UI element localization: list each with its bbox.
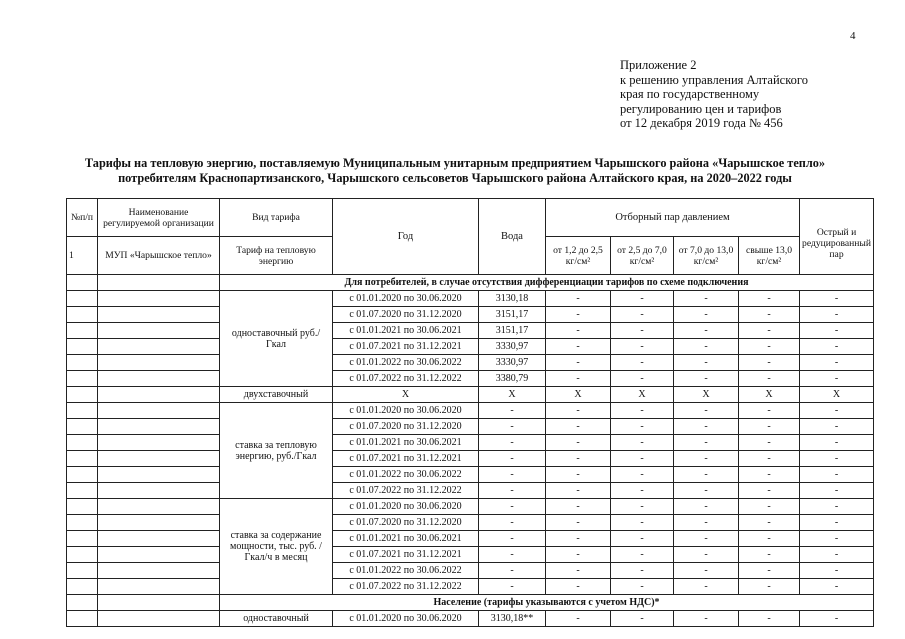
value-cell: - xyxy=(674,451,739,467)
table-row xyxy=(67,387,874,403)
value-cell: - xyxy=(739,579,800,595)
value-cell: - xyxy=(546,291,611,307)
tariff-type-label: ставка за тепловую энергию, руб./Гкал xyxy=(220,403,333,499)
value-cell: - xyxy=(611,531,674,547)
value-cell: Х xyxy=(546,387,611,403)
value-cell: - xyxy=(611,291,674,307)
water-value: - xyxy=(479,419,546,435)
value-cell: - xyxy=(546,419,611,435)
value-cell: - xyxy=(800,611,874,627)
value-cell: - xyxy=(739,371,800,387)
value-cell: - xyxy=(674,323,739,339)
period-cell: с 01.07.2020 по 31.12.2020 xyxy=(333,419,479,435)
section-label: Население (тарифы указываются с учетом НДС)* xyxy=(220,595,874,611)
value-cell: - xyxy=(739,435,800,451)
period-cell: с 01.07.2021 по 31.12.2021 xyxy=(333,547,479,563)
empty-cell xyxy=(98,595,220,611)
value-cell: - xyxy=(739,499,800,515)
empty-cell xyxy=(67,307,98,323)
empty-cell xyxy=(67,547,98,563)
water-value: 3130,18 xyxy=(479,291,546,307)
value-cell: - xyxy=(611,307,674,323)
period-cell: с 01.01.2021 по 30.06.2021 xyxy=(333,323,479,339)
period-cell: с 01.07.2020 по 31.12.2020 xyxy=(333,515,479,531)
water-value: - xyxy=(479,435,546,451)
water-value: - xyxy=(479,403,546,419)
header-sharp-steam: Острый и редуцированный пар xyxy=(800,199,874,275)
value-cell: - xyxy=(611,323,674,339)
value-cell: - xyxy=(674,515,739,531)
empty-cell xyxy=(67,275,98,291)
value-cell: - xyxy=(800,515,874,531)
header-steam-range: свыше 13,0 кг/см² xyxy=(739,237,800,275)
period-cell: с 01.07.2022 по 31.12.2022 xyxy=(333,483,479,499)
period-cell: с 01.01.2022 по 30.06.2022 xyxy=(333,563,479,579)
value-cell: - xyxy=(674,355,739,371)
empty-cell xyxy=(67,451,98,467)
value-cell: - xyxy=(739,355,800,371)
value-cell: - xyxy=(739,467,800,483)
header-type: Вид тарифа xyxy=(220,199,333,237)
value-cell: - xyxy=(674,419,739,435)
value-cell: - xyxy=(546,531,611,547)
value-cell: - xyxy=(546,355,611,371)
table-row xyxy=(67,307,874,323)
value-cell: - xyxy=(546,467,611,483)
empty-cell xyxy=(98,531,220,547)
value-cell: - xyxy=(800,563,874,579)
value-cell: - xyxy=(611,451,674,467)
empty-cell xyxy=(98,387,220,403)
annex-line: от 12 декабря 2019 года № 456 xyxy=(620,116,783,130)
value-cell: - xyxy=(611,611,674,627)
period-cell: с 01.07.2022 по 31.12.2022 xyxy=(333,579,479,595)
empty-cell xyxy=(98,563,220,579)
header-org: Наименование регулируемой организации xyxy=(98,199,220,237)
value-cell: - xyxy=(739,547,800,563)
value-cell: - xyxy=(800,451,874,467)
value-cell: - xyxy=(546,403,611,419)
value-cell: - xyxy=(611,339,674,355)
value-cell: - xyxy=(800,339,874,355)
table-row xyxy=(67,515,874,531)
value-cell: - xyxy=(739,563,800,579)
table-row xyxy=(67,435,874,451)
value-cell: - xyxy=(800,483,874,499)
empty-cell xyxy=(67,579,98,595)
value-cell: - xyxy=(546,371,611,387)
empty-cell xyxy=(67,563,98,579)
value-cell: - xyxy=(674,307,739,323)
annex-line: регулированию цен и тарифов xyxy=(620,101,782,116)
empty-cell xyxy=(67,611,98,627)
value-cell: Х xyxy=(674,387,739,403)
empty-cell xyxy=(67,515,98,531)
value-cell: - xyxy=(546,515,611,531)
empty-cell xyxy=(67,355,98,371)
value-cell: - xyxy=(739,515,800,531)
value-cell: - xyxy=(739,339,800,355)
value-cell: - xyxy=(546,451,611,467)
value-cell: - xyxy=(800,531,874,547)
section-label: Для потребителей, в случае отсутствия дифференциации тарифов по схеме подключения xyxy=(220,275,874,291)
water-value: - xyxy=(479,579,546,595)
value-cell: - xyxy=(739,419,800,435)
empty-cell xyxy=(67,435,98,451)
value-cell: - xyxy=(611,547,674,563)
tariff-type-label: одноставочный руб./Гкал xyxy=(220,291,333,387)
period-cell: с 01.01.2020 по 30.06.2020 xyxy=(333,291,479,307)
value-cell: - xyxy=(800,291,874,307)
header-num: №п/п xyxy=(67,199,98,237)
empty-cell xyxy=(98,323,220,339)
value-cell: - xyxy=(611,355,674,371)
header-steam-range: от 1,2 до 2,5 кг/см² xyxy=(546,237,611,275)
period-cell: с 01.07.2022 по 31.12.2022 xyxy=(333,371,479,387)
value-cell: - xyxy=(739,291,800,307)
empty-cell xyxy=(67,499,98,515)
value-cell: - xyxy=(546,611,611,627)
water-value: 3130,18** xyxy=(479,611,546,627)
value-cell: - xyxy=(611,563,674,579)
water-value: - xyxy=(479,451,546,467)
table-row xyxy=(67,499,874,515)
empty-cell xyxy=(67,291,98,307)
table-row xyxy=(67,323,874,339)
value-cell: - xyxy=(674,435,739,451)
period-cell: с 01.01.2021 по 30.06.2021 xyxy=(333,435,479,451)
header-steam-range: от 2,5 до 7,0 кг/см² xyxy=(611,237,674,275)
value-cell: - xyxy=(674,579,739,595)
empty-cell xyxy=(98,307,220,323)
table-row xyxy=(67,451,874,467)
table-row xyxy=(67,531,874,547)
value-cell: - xyxy=(546,579,611,595)
value-cell: - xyxy=(546,483,611,499)
empty-cell xyxy=(67,467,98,483)
value-cell: - xyxy=(739,531,800,547)
value-cell: - xyxy=(611,499,674,515)
header-year: Год xyxy=(333,199,479,275)
empty-cell xyxy=(98,355,220,371)
value-cell: - xyxy=(546,547,611,563)
water-value: 3330,97 xyxy=(479,355,546,371)
value-cell: - xyxy=(800,403,874,419)
table-row xyxy=(67,579,874,595)
first-row-type: Тариф на тепловую энергию xyxy=(220,237,333,275)
value-cell: - xyxy=(611,483,674,499)
table-row xyxy=(67,419,874,435)
empty-cell xyxy=(98,515,220,531)
title-line-1: Тарифы на тепловую энергию, поставляемую Муниципальным унитарным предприятием Чарышского района «Чарышское тепло» xyxy=(84,156,826,170)
table-row xyxy=(67,467,874,483)
empty-cell xyxy=(98,371,220,387)
table-row xyxy=(67,355,874,371)
value-cell: - xyxy=(611,435,674,451)
value-cell: - xyxy=(674,467,739,483)
title-line-2: потребителям Краснопартизанского, Чарышского сельсоветов Чарышского района Алтайского края, на 2020–2022 годы xyxy=(118,170,792,185)
value-cell: - xyxy=(611,419,674,435)
empty-cell xyxy=(98,547,220,563)
value-cell: - xyxy=(611,579,674,595)
header-steam: Отборный пар давлением xyxy=(546,199,800,237)
period-cell: с 01.01.2021 по 30.06.2021 xyxy=(333,531,479,547)
value-cell: - xyxy=(674,291,739,307)
empty-cell xyxy=(67,483,98,499)
value-cell: - xyxy=(739,611,800,627)
water-value: - xyxy=(479,563,546,579)
period-cell: с 01.01.2022 по 30.06.2022 xyxy=(333,467,479,483)
period-cell: с 01.01.2020 по 30.06.2020 xyxy=(333,499,479,515)
value-cell: - xyxy=(611,403,674,419)
header-steam-range: от 7,0 до 13,0 кг/см² xyxy=(674,237,739,275)
value-cell: - xyxy=(674,403,739,419)
value-cell: - xyxy=(674,611,739,627)
table-row xyxy=(67,563,874,579)
value-cell: - xyxy=(674,483,739,499)
water-value: - xyxy=(479,467,546,483)
value-cell: - xyxy=(546,499,611,515)
period-cell: с 01.07.2020 по 31.12.2020 xyxy=(333,307,479,323)
table-row xyxy=(67,547,874,563)
value-cell: - xyxy=(546,563,611,579)
table-row xyxy=(67,611,874,627)
empty-cell xyxy=(98,499,220,515)
water-value: - xyxy=(479,515,546,531)
water-value: - xyxy=(479,483,546,499)
water-value: - xyxy=(479,499,546,515)
empty-cell xyxy=(98,419,220,435)
table-row xyxy=(67,483,874,499)
empty-cell xyxy=(67,323,98,339)
document-title xyxy=(40,156,870,185)
empty-cell xyxy=(98,451,220,467)
value-cell: - xyxy=(674,531,739,547)
empty-cell xyxy=(98,611,220,627)
water-value: 3151,17 xyxy=(479,307,546,323)
value-cell: Х xyxy=(479,387,546,403)
section-row xyxy=(67,275,874,291)
annex-block xyxy=(620,58,808,131)
table-row xyxy=(67,291,874,307)
table-row xyxy=(67,403,874,419)
empty-cell xyxy=(98,275,220,291)
value-cell: - xyxy=(800,419,874,435)
empty-cell xyxy=(98,579,220,595)
value-cell: Х xyxy=(333,387,479,403)
empty-cell xyxy=(67,339,98,355)
first-row-org: МУП «Чарышское тепло» xyxy=(98,237,220,275)
period-cell: с 01.07.2021 по 31.12.2021 xyxy=(333,339,479,355)
empty-cell xyxy=(98,467,220,483)
value-cell: Х xyxy=(800,387,874,403)
empty-cell xyxy=(67,531,98,547)
value-cell: - xyxy=(611,515,674,531)
water-value: - xyxy=(479,531,546,547)
page-number: 4 xyxy=(850,30,856,42)
empty-cell xyxy=(67,595,98,611)
empty-cell xyxy=(98,483,220,499)
value-cell: - xyxy=(674,563,739,579)
tariff-type-label: ставка за содержание мощности, тыс. руб. /Гкал/ч в месяц xyxy=(220,499,333,595)
value-cell: - xyxy=(546,435,611,451)
value-cell: - xyxy=(674,499,739,515)
period-cell: с 01.01.2020 по 30.06.2020 xyxy=(333,611,479,627)
section-row xyxy=(67,595,874,611)
empty-cell xyxy=(98,291,220,307)
empty-cell xyxy=(98,435,220,451)
annex-line: к решению управления Алтайского xyxy=(620,72,808,87)
value-cell: - xyxy=(800,371,874,387)
value-cell: Х xyxy=(611,387,674,403)
value-cell: - xyxy=(739,451,800,467)
value-cell: - xyxy=(739,307,800,323)
table-row xyxy=(67,371,874,387)
period-cell: с 01.07.2021 по 31.12.2021 xyxy=(333,451,479,467)
empty-cell xyxy=(67,419,98,435)
value-cell: - xyxy=(546,323,611,339)
annex-line: края по государственному xyxy=(620,87,760,101)
value-cell: - xyxy=(800,499,874,515)
value-cell: - xyxy=(800,435,874,451)
value-cell: - xyxy=(739,403,800,419)
value-cell: - xyxy=(739,323,800,339)
water-value: - xyxy=(479,547,546,563)
first-row-num: 1 xyxy=(67,237,98,275)
water-value: 3380,79 xyxy=(479,371,546,387)
value-cell: - xyxy=(800,355,874,371)
value-cell: - xyxy=(800,547,874,563)
period-cell: с 01.01.2020 по 30.06.2020 xyxy=(333,403,479,419)
period-cell: с 01.01.2022 по 30.06.2022 xyxy=(333,355,479,371)
empty-cell xyxy=(67,387,98,403)
empty-cell xyxy=(98,403,220,419)
value-cell: - xyxy=(800,579,874,595)
water-value: 3151,17 xyxy=(479,323,546,339)
value-cell: - xyxy=(800,307,874,323)
value-cell: Х xyxy=(739,387,800,403)
annex-line: Приложение 2 xyxy=(620,58,697,72)
value-cell: - xyxy=(739,483,800,499)
empty-cell xyxy=(67,403,98,419)
value-cell: - xyxy=(674,339,739,355)
tariff-type-label: одноставочный xyxy=(220,611,333,627)
value-cell: - xyxy=(800,467,874,483)
tariff-type-label: двухставочный xyxy=(220,387,333,403)
water-value: 3330,97 xyxy=(479,339,546,355)
value-cell: - xyxy=(674,371,739,387)
header-water: Вода xyxy=(479,199,546,275)
value-cell: - xyxy=(611,371,674,387)
empty-cell xyxy=(98,339,220,355)
table-row xyxy=(67,339,874,355)
value-cell: - xyxy=(546,339,611,355)
value-cell: - xyxy=(800,323,874,339)
tariff-table xyxy=(66,198,874,627)
value-cell: - xyxy=(611,467,674,483)
value-cell: - xyxy=(674,547,739,563)
value-cell: - xyxy=(546,307,611,323)
empty-cell xyxy=(67,371,98,387)
